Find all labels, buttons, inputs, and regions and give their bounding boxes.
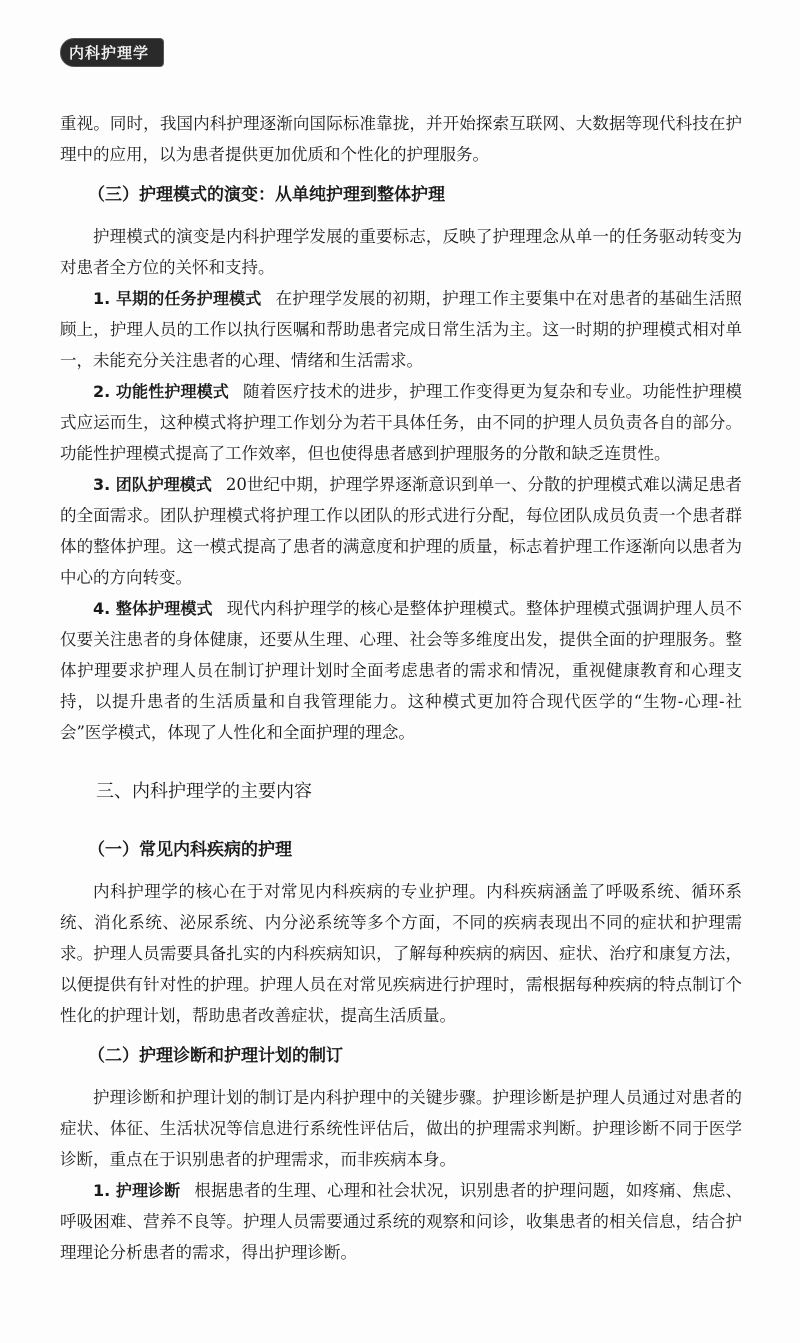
paragraph: 重视。同时，我国内科护理逐渐向国际标准靠拢，并开始探索互联网、大数据等现代科技在护理中的应用，以为患者提供更加优质和个性化的护理服务。	[60, 114, 742, 164]
item-text: 根据患者的生理、心理和社会状况，识别患者的护理问题，如疼痛、焦虑、呼吸困难、营养不良等。护理人员需要通过系统的观察和问诊，收集患者的相关信息，结合护理理论分析患者的需求，得出护理诊断。	[60, 1181, 742, 1262]
item-lead: 1. 护理诊断	[93, 1181, 181, 1200]
item-text: 在护理学发展的初期，护理工作主要集中在对患者的基础生活照顾上，护理人员的工作以执行医嘱和帮助患者完成日常生活为主。这一时期的护理模式相对单一，未能充分关注患者的心理、情绪和生活需求。	[60, 289, 742, 370]
book-title-badge: 内科护理学	[60, 38, 164, 67]
list-item	[60, 376, 742, 469]
paragraph: 护理模式的演变是内科护理学发展的重要标志，反映了护理理念从单一的任务驱动转变为对患者全方位的关怀和支持。	[60, 227, 742, 277]
list-item	[60, 469, 742, 593]
paragraph: 护理诊断和护理计划的制订是内科护理中的关键步骤。护理诊断是护理人员通过对患者的症状、体征、生活状况等信息进行系统性评估后，做出的护理需求判断。护理诊断不同于医学诊断，重点在于识别患者的护理需求，而非疾病本身。	[60, 1088, 742, 1169]
list-item	[60, 593, 742, 748]
page-body	[60, 108, 742, 1268]
item-lead: 4. 整体护理模式	[93, 599, 213, 618]
subsection-heading: （三）护理模式的演变：从单纯护理到整体护理	[88, 185, 445, 205]
item-lead: 3. 团队护理模式	[93, 475, 212, 494]
section-heading: 三、内科护理学的主要内容	[96, 781, 312, 802]
item-lead: 2. 功能性护理模式	[93, 382, 229, 401]
item-text: 20世纪中期，护理学界逐渐意识到单一、分散的护理模式难以满足患者的全面需求。团队护理模式将护理工作以团队的形式进行分配，每位团队成员负责一个患者群体的整体护理。这一模式提高了患者的满意度和护理的质量，标志着护理工作逐渐向以患者为中心的方向转变。	[60, 475, 742, 587]
running-header	[60, 38, 164, 67]
subsection-heading: （二）护理诊断和护理计划的制订	[88, 1046, 343, 1066]
item-text: 随着医疗技术的进步，护理工作变得更为复杂和专业。功能性护理模式应运而生，这种模式将护理工作划分为若干具体任务，由不同的护理人员负责各自的部分。功能性护理模式提高了工作效率，但也使得患者感到护理服务的分散和缺乏连贯性。	[60, 382, 742, 463]
list-item	[60, 283, 742, 376]
list-item	[60, 1175, 742, 1268]
item-lead: 1. 早期的任务护理模式	[93, 289, 262, 308]
paragraph: 内科护理学的核心在于对常见内科疾病的专业护理。内科疾病涵盖了呼吸系统、循环系统、消化系统、泌尿系统、内分泌系统等多个方面，不同的疾病表现出不同的症状和护理需求。护理人员需要具备扎实的内科疾病知识，了解每种疾病的病因、症状、治疗和康复方法，以便提供有针对性的护理。护理人员在对常见疾病进行护理时，需根据每种疾病的特点制订个性化的护理计划，帮助患者改善症状，提高生活质量。	[60, 882, 742, 1025]
item-text: 现代内科护理学的核心是整体护理模式。整体护理模式强调护理人员不仅要关注患者的身体健康，还要从生理、心理、社会等多维度出发，提供全面的护理服务。整体护理要求护理人员在制订护理计划时全面考虑患者的需求和情况，重视健康教育和心理支持，以提升患者的生活质量和自我管理能力。这种模式更加符合现代医学的“生物-心理-社会”医学模式，体现了人性化和全面护理的理念。	[60, 599, 742, 742]
subsection-heading: （一）常见内科疾病的护理	[88, 840, 292, 860]
